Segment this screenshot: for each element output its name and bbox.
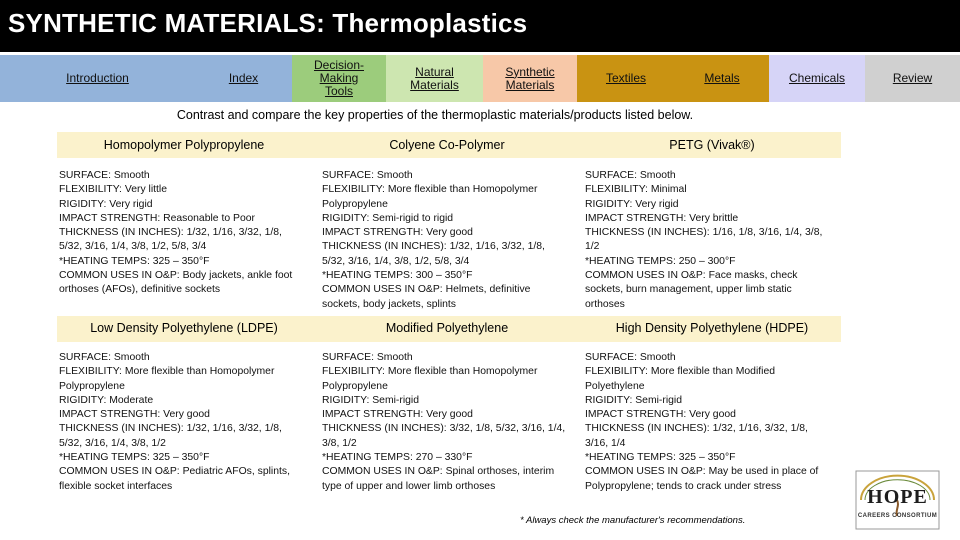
title-bar: [0, 0, 960, 52]
property-surface: [59, 169, 306, 183]
material-properties: [585, 169, 833, 312]
property-label: FLEXIBILITY:: [322, 366, 385, 378]
property-value: Very little: [124, 184, 167, 196]
property-value: 1/32, 1/16, 3/32, 1/8, 3/16, 1/4: [585, 423, 808, 449]
property-heating: [322, 269, 569, 283]
property-label: COMMON USES IN O&P:: [585, 466, 706, 478]
tab-chemicals[interactable]: [769, 55, 865, 102]
property-value: 1/32, 1/16, 3/32, 1/8, 5/32, 3/16, 1/4, 3/8, 1/2, 5/8, 3/4: [322, 241, 545, 267]
property-impact: [59, 408, 306, 422]
property-heating: [59, 255, 306, 269]
property-label: SURFACE:: [322, 352, 374, 363]
property-value: More flexible than Homopolymer Polypropylene: [322, 184, 538, 210]
property-label: IMPACT STRENGTH:: [585, 409, 687, 421]
property-label: RIGIDITY:: [585, 198, 633, 210]
property-thickness: [59, 226, 306, 255]
property-label: *HEATING TEMPS:: [585, 255, 676, 267]
logo-subtext: CAREERS CONSORTIUM: [857, 513, 938, 519]
property-value: Reasonable to Poor: [163, 212, 255, 224]
property-value: Minimal: [650, 184, 687, 196]
tab-label: Introduction: [66, 71, 129, 85]
property-value: Smooth: [376, 352, 413, 363]
property-label: THICKNESS (IN INCHES):: [59, 227, 184, 239]
property-label: THICKNESS (IN INCHES):: [585, 227, 710, 239]
tab-introduction[interactable]: [0, 55, 195, 102]
property-value: More flexible than Modified Polyethylene: [585, 366, 776, 392]
page-title: SYNTHETIC MATERIALS: Thermoplastics: [8, 8, 528, 38]
property-label: RIGIDITY:: [585, 394, 633, 406]
property-value: Smooth: [113, 352, 150, 363]
property-value: Smooth: [639, 352, 676, 363]
property-label: RIGIDITY:: [59, 198, 107, 210]
property-flexibility: [585, 365, 833, 394]
property-value: Body jackets, ankle foot orthoses (AFOs), definitive sockets: [59, 270, 293, 296]
property-flexibility: [585, 183, 833, 197]
property-value: Pediatric AFOs, splints, flexible socket interfaces: [59, 466, 290, 492]
property-surface: [585, 169, 833, 183]
property-value: More flexible than Homopolymer Polypropylene: [322, 366, 538, 392]
property-impact: [322, 226, 569, 240]
property-flexibility: [322, 365, 569, 394]
property-label: COMMON USES IN O&P:: [322, 284, 443, 296]
tab-label: Index: [228, 71, 259, 85]
property-uses: [585, 465, 833, 494]
hope-logo: [855, 470, 940, 530]
property-surface: [322, 169, 569, 183]
property-label: FLEXIBILITY:: [322, 184, 385, 196]
property-value: Very rigid: [109, 198, 153, 210]
tab-label: Review: [892, 71, 933, 85]
property-heating: [585, 255, 833, 269]
property-heating: [585, 451, 833, 465]
property-label: FLEXIBILITY:: [585, 184, 648, 196]
property-label: IMPACT STRENGTH:: [59, 212, 161, 224]
tab-review[interactable]: [865, 55, 960, 102]
property-value: Semi-rigid to rigid: [372, 212, 454, 224]
tab-textiles[interactable]: [577, 55, 675, 102]
property-value: 300 – 350°F: [415, 270, 473, 282]
footnote: * Always check the manufacturer's recommendations.: [520, 515, 746, 526]
property-label: COMMON USES IN O&P:: [322, 466, 443, 478]
property-label: *HEATING TEMPS:: [59, 452, 150, 464]
material-heading: High Density Polyethylene (HDPE): [615, 321, 809, 335]
nav-bar: [0, 55, 960, 102]
property-value: 1/32, 1/16, 3/32, 1/8, 5/32, 3/16, 1/4, 3/8, 1/2: [59, 423, 282, 449]
property-label: *HEATING TEMPS:: [322, 452, 413, 464]
property-thickness: [585, 226, 833, 255]
tab-label: Decision-Making Tools: [313, 58, 364, 98]
property-label: THICKNESS (IN INCHES):: [585, 423, 710, 435]
property-uses: [59, 269, 306, 298]
property-value: Face masks, check sockets, burn management, upper limb static orthoses: [585, 270, 798, 310]
property-surface: [585, 351, 833, 365]
property-value: 325 – 350°F: [152, 452, 210, 464]
property-label: COMMON USES IN O&P:: [59, 270, 180, 282]
property-thickness: [322, 240, 569, 269]
property-label: IMPACT STRENGTH:: [59, 409, 161, 421]
property-label: THICKNESS (IN INCHES):: [322, 241, 447, 253]
material-heading: Modified Polyethylene: [385, 321, 509, 335]
subtitle: Contrast and compare the key properties of the thermoplastic materials/products listed below.: [176, 108, 694, 122]
property-value: 3/32, 1/8, 5/32, 3/16, 1/4, 3/8, 1/2: [322, 423, 566, 449]
property-label: FLEXIBILITY:: [59, 366, 122, 378]
property-label: FLEXIBILITY:: [585, 366, 648, 378]
property-label: SURFACE:: [59, 170, 111, 181]
property-surface: [59, 351, 306, 365]
material-heading: PETG (Vivak®): [669, 138, 755, 152]
property-label: COMMON USES IN O&P:: [585, 270, 706, 282]
property-flexibility: [322, 183, 569, 212]
property-value: More flexible than Homopolymer Polypropylene: [59, 366, 275, 392]
property-value: Smooth: [639, 170, 676, 181]
property-value: 250 – 300°F: [678, 255, 736, 267]
property-label: *HEATING TEMPS:: [585, 452, 676, 464]
property-label: IMPACT STRENGTH:: [322, 409, 424, 421]
property-label: RIGIDITY:: [322, 212, 370, 224]
property-label: FLEXIBILITY:: [59, 184, 122, 196]
property-value: Very good: [689, 409, 736, 421]
tab-label: Synthetic Materials: [505, 64, 555, 92]
property-value: May be used in place of Polypropylene; tends to crack under stress: [585, 466, 819, 492]
property-impact: [585, 212, 833, 226]
property-uses: [59, 465, 306, 494]
property-rigidity: [585, 394, 833, 408]
property-rigidity: [322, 394, 569, 408]
logo-text: HOPE: [867, 486, 928, 508]
property-impact: [322, 408, 569, 422]
property-label: SURFACE:: [585, 352, 637, 363]
property-rigidity: [585, 198, 833, 212]
property-rigidity: [59, 198, 306, 212]
property-value: Smooth: [113, 170, 150, 181]
tab-label: Metals: [704, 71, 740, 85]
material-properties: [59, 169, 306, 298]
tab-index[interactable]: [195, 55, 292, 102]
property-value: Spinal orthoses, interim type of upper and lower limb orthoses: [322, 466, 555, 492]
property-impact: [59, 212, 306, 226]
tab-decision-making-tools[interactable]: [292, 55, 386, 102]
tab-label: Textiles: [605, 71, 646, 85]
property-value: Semi-rigid: [635, 394, 683, 406]
material-heading: Homopolymer Polypropylene: [103, 138, 265, 152]
material-properties: [59, 351, 306, 494]
material-heading: Colyene Co-Polymer: [389, 138, 505, 152]
property-value: Very good: [163, 409, 210, 421]
tab-label: Natural Materials: [410, 64, 459, 92]
property-label: THICKNESS (IN INCHES):: [59, 423, 184, 435]
property-value: Smooth: [376, 170, 413, 181]
tab-synthetic-materials[interactable]: [483, 55, 577, 102]
property-value: Helmets, definitive sockets, body jackets, splints: [322, 284, 531, 310]
property-label: COMMON USES IN O&P:: [59, 466, 180, 478]
property-label: *HEATING TEMPS:: [59, 255, 150, 267]
property-label: IMPACT STRENGTH:: [585, 212, 687, 224]
property-label: SURFACE:: [59, 352, 111, 363]
property-label: RIGIDITY:: [59, 394, 107, 406]
property-value: Very good: [426, 227, 473, 239]
property-value: Very rigid: [635, 198, 679, 210]
property-uses: [322, 283, 569, 312]
property-label: SURFACE:: [322, 170, 374, 181]
property-value: Moderate: [109, 394, 154, 406]
property-label: SURFACE:: [585, 170, 637, 181]
property-value: 1/32, 1/16, 3/32, 1/8, 5/32, 3/16, 1/4, 3/8, 1/2, 5/8, 3/4: [59, 227, 282, 253]
material-heading: Low Density Polyethylene (LDPE): [90, 321, 278, 335]
property-label: RIGIDITY:: [322, 394, 370, 406]
property-heating: [59, 451, 306, 465]
property-value: 1/16, 1/8, 3/16, 1/4, 3/8, 1/2: [585, 227, 823, 253]
property-value: Very good: [426, 409, 473, 421]
property-value: 325 – 350°F: [152, 255, 210, 267]
property-label: *HEATING TEMPS:: [322, 270, 413, 282]
property-impact: [585, 408, 833, 422]
tab-label: Chemicals: [788, 71, 845, 85]
property-surface: [322, 351, 569, 365]
property-thickness: [59, 422, 306, 451]
tab-metals[interactable]: [675, 55, 769, 102]
property-thickness: [322, 422, 569, 451]
tab-natural-materials[interactable]: [386, 55, 483, 102]
property-uses: [322, 465, 569, 494]
property-value: Semi-rigid: [372, 394, 420, 406]
material-properties: [322, 169, 569, 312]
property-value: 325 – 350°F: [678, 452, 736, 464]
property-heating: [322, 451, 569, 465]
property-value: Very brittle: [689, 212, 739, 224]
property-label: THICKNESS (IN INCHES):: [322, 423, 447, 435]
property-uses: [585, 269, 833, 312]
property-flexibility: [59, 183, 306, 197]
property-rigidity: [59, 394, 306, 408]
property-thickness: [585, 422, 833, 451]
property-value: 270 – 330°F: [415, 452, 473, 464]
property-label: IMPACT STRENGTH:: [322, 227, 424, 239]
property-flexibility: [59, 365, 306, 394]
material-properties: [322, 351, 569, 494]
property-rigidity: [322, 212, 569, 226]
material-properties: [585, 351, 833, 494]
